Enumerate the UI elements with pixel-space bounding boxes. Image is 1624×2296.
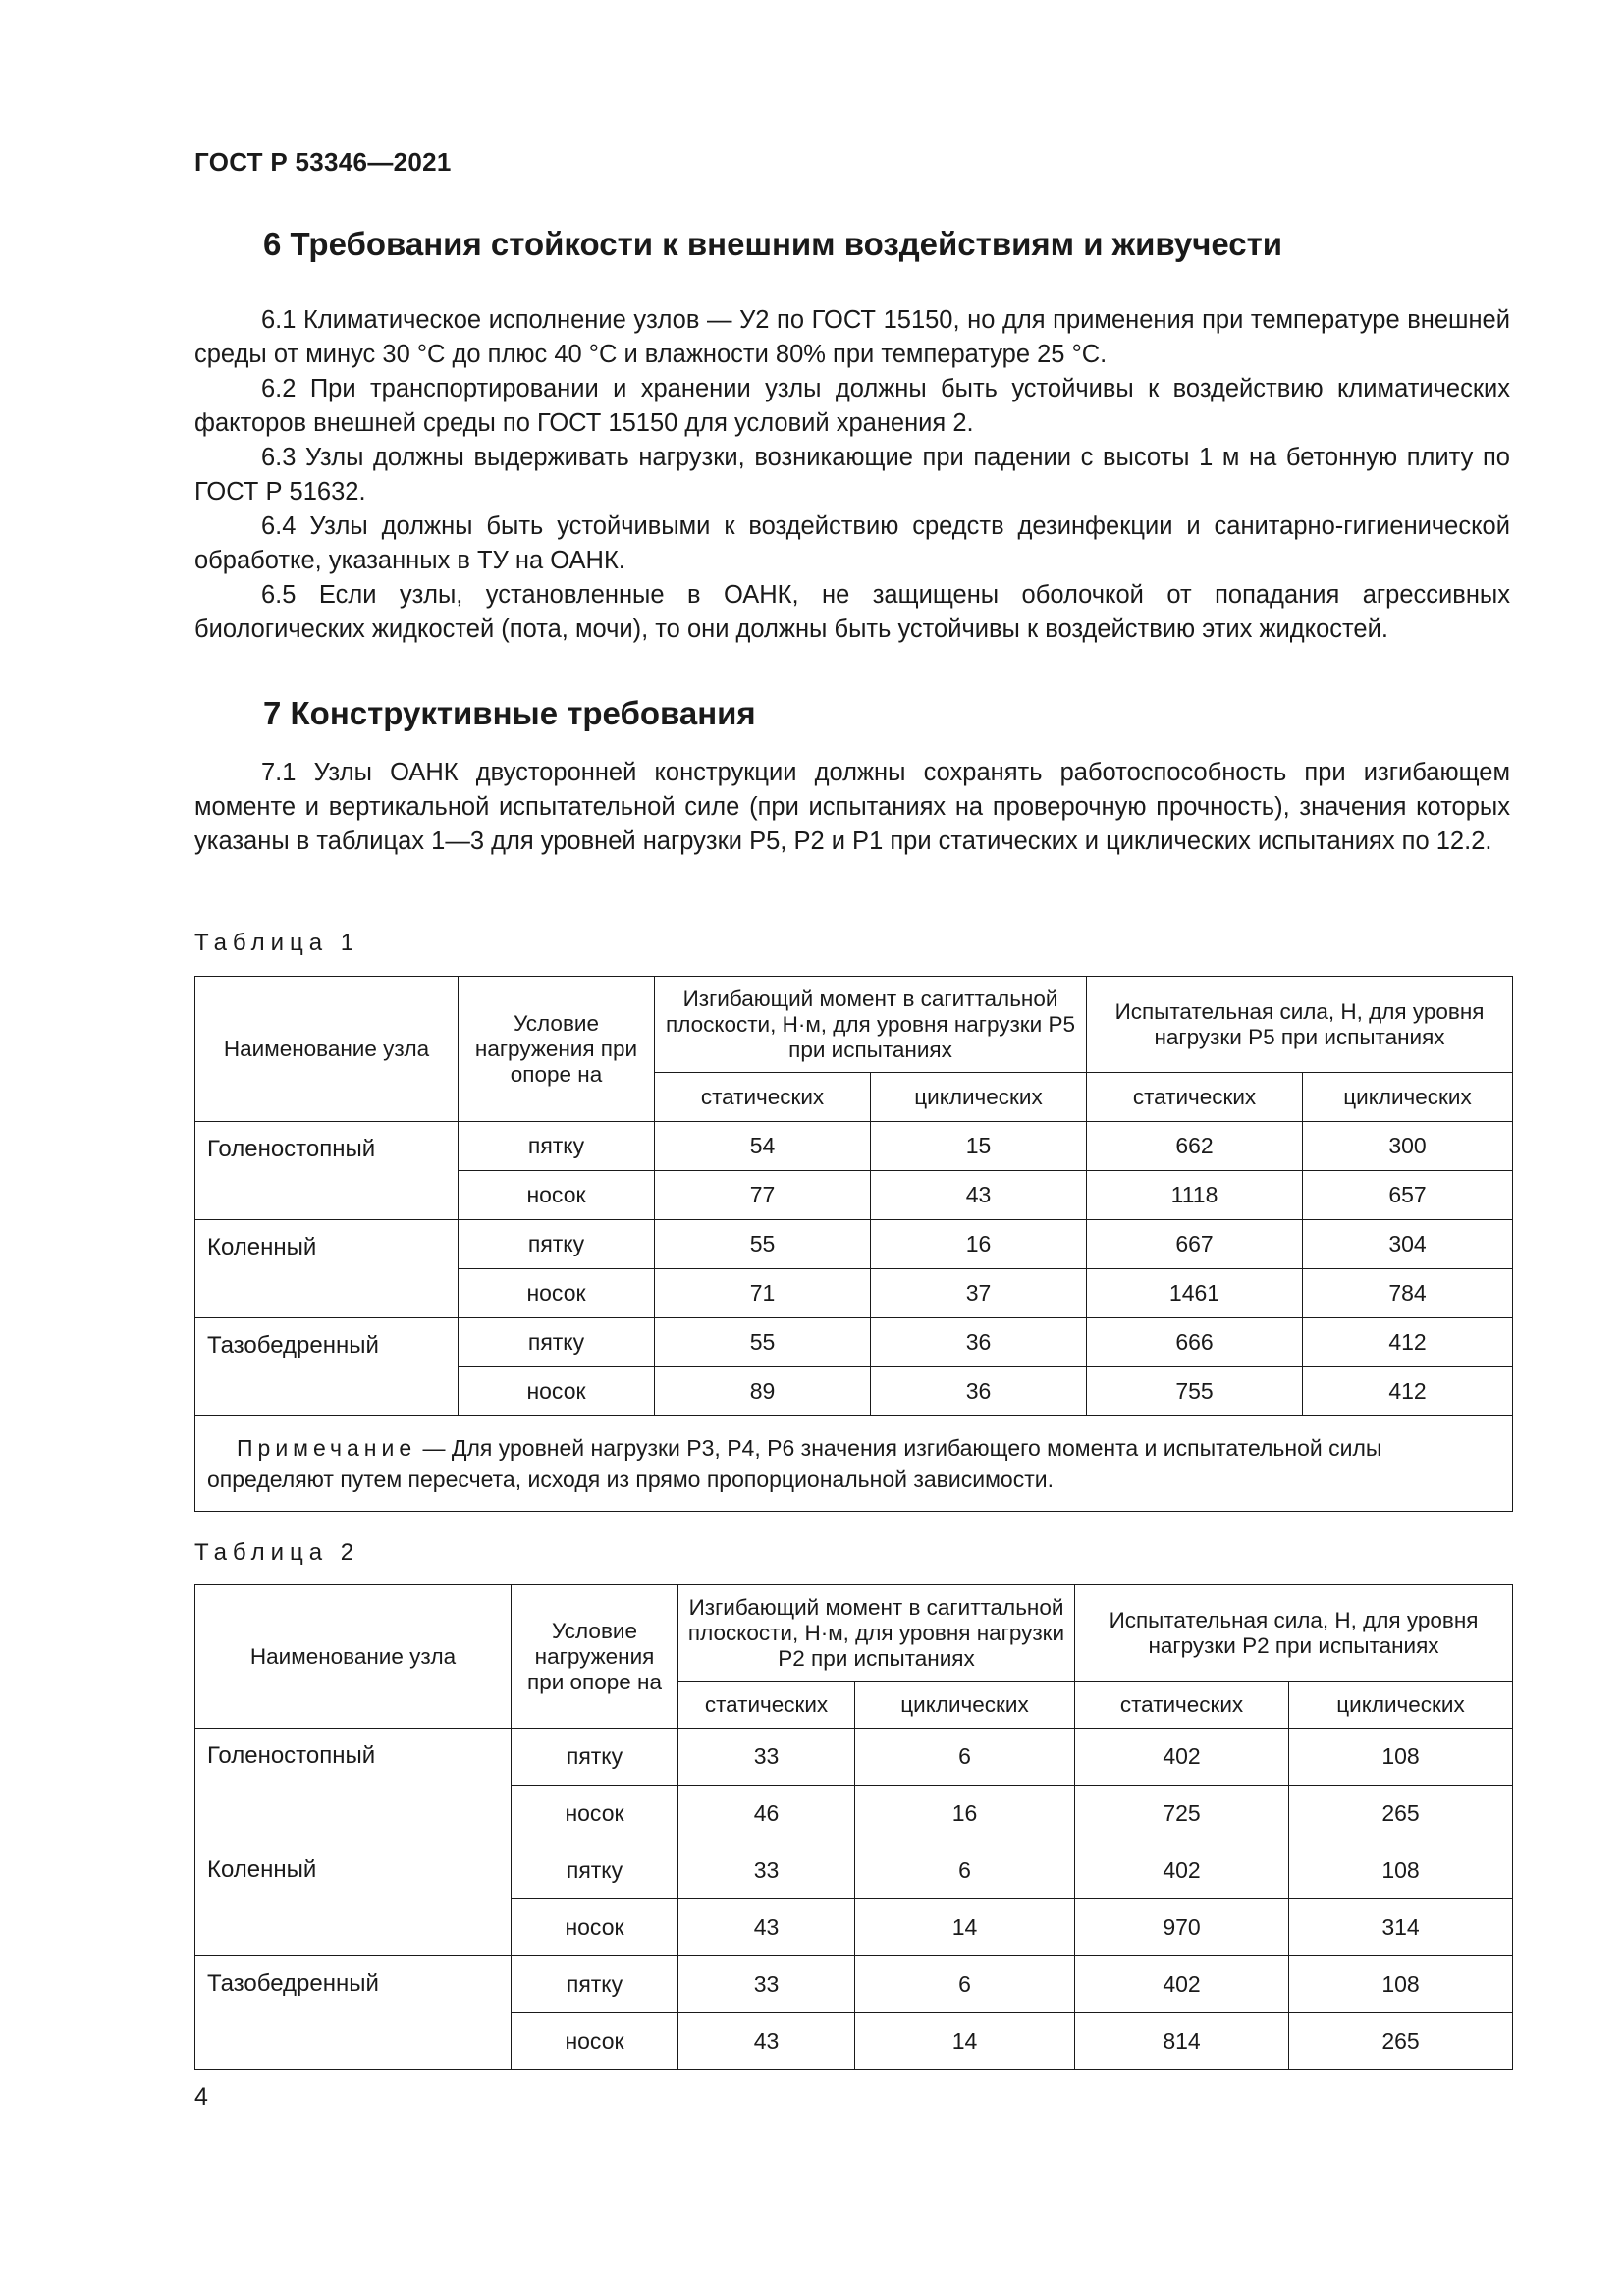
force-cyclic: 265: [1289, 1786, 1513, 1842]
moment-cyclic: 15: [871, 1122, 1087, 1171]
force-cyclic: 784: [1303, 1269, 1513, 1318]
force-cyclic: 657: [1303, 1171, 1513, 1220]
load-condition: пятку: [459, 1318, 655, 1367]
header-moment: Изгибающий момент в сагиттальной плоскости, Н·м, для уровня нагрузки Р5 при испытаниях: [655, 977, 1087, 1073]
header-moment-cyclic: циклических: [855, 1682, 1075, 1729]
load-condition: носок: [512, 1786, 678, 1842]
paragraph-6-4: 6.4 Узлы должны быть устойчивыми к воздействию средств дезинфекции и санитарно-гигиенической обработке, указанных в ТУ на ОАНК.: [194, 512, 1510, 574]
force-static: 402: [1075, 1956, 1289, 2013]
section-6-title: 6 Требования стойкости к внешним воздействиям и живучести: [263, 226, 1283, 262]
force-cyclic: 108: [1289, 1842, 1513, 1899]
header-name: Наименование узла: [195, 1585, 512, 1729]
node-name: Голеностопный: [195, 1729, 512, 1842]
moment-cyclic: 6: [855, 1956, 1075, 2013]
load-condition: пятку: [459, 1122, 655, 1171]
note-text: — Для уровней нагрузки Р3, Р4, Р6 значения изгибающего момента и испытательной силы определяют путем пересчета, исходя из прямо пропорциональной зависимости.: [207, 1435, 1382, 1492]
load-condition: носок: [459, 1171, 655, 1220]
force-cyclic: 108: [1289, 1729, 1513, 1786]
force-static: 666: [1087, 1318, 1303, 1367]
moment-cyclic: 16: [871, 1220, 1087, 1269]
table-1: [194, 976, 1513, 1512]
table-row: [195, 1318, 1513, 1367]
table-2: [194, 1584, 1513, 2070]
header-moment: Изгибающий момент в сагиттальной плоскости, Н·м, для уровня нагрузки Р2 при испытаниях: [678, 1585, 1075, 1682]
force-static: 755: [1087, 1367, 1303, 1416]
header-moment-static: статических: [678, 1682, 855, 1729]
force-cyclic: 265: [1289, 2013, 1513, 2070]
header-moment-static: статических: [655, 1073, 871, 1122]
moment-static: 33: [678, 1842, 855, 1899]
load-condition: носок: [459, 1269, 655, 1318]
moment-cyclic: 43: [871, 1171, 1087, 1220]
table-1-caption: Таблица 1: [194, 930, 360, 956]
header-force-static: статических: [1075, 1682, 1289, 1729]
moment-static: 33: [678, 1956, 855, 2013]
moment-static: 89: [655, 1367, 871, 1416]
moment-static: 33: [678, 1729, 855, 1786]
table-row: [195, 1220, 1513, 1269]
force-cyclic: 412: [1303, 1318, 1513, 1367]
table-row: [195, 1122, 1513, 1171]
moment-cyclic: 36: [871, 1367, 1087, 1416]
moment-cyclic: 6: [855, 1729, 1075, 1786]
load-condition: пятку: [459, 1220, 655, 1269]
header-moment-cyclic: циклических: [871, 1073, 1087, 1122]
moment-static: 77: [655, 1171, 871, 1220]
load-condition: носок: [459, 1367, 655, 1416]
moment-cyclic: 37: [871, 1269, 1087, 1318]
moment-cyclic: 36: [871, 1318, 1087, 1367]
header-force-cyclic: циклических: [1303, 1073, 1513, 1122]
moment-cyclic: 14: [855, 2013, 1075, 2070]
header-force: Испытательная сила, Н, для уровня нагрузки Р2 при испытаниях: [1075, 1585, 1513, 1682]
moment-static: 55: [655, 1220, 871, 1269]
header-name: Наименование узла: [195, 977, 459, 1122]
moment-static: 46: [678, 1786, 855, 1842]
load-condition: пятку: [512, 1842, 678, 1899]
force-static: 1461: [1087, 1269, 1303, 1318]
force-static: 667: [1087, 1220, 1303, 1269]
paragraph-6-5: 6.5 Если узлы, установленные в ОАНК, не защищены оболочкой от попадания агрессивных биологических жидкостей (пота, мочи), то они должны быть устойчивы к воздействию этих жидкостей.: [194, 581, 1510, 643]
section-7-title: 7 Конструктивные требования: [263, 695, 756, 731]
paragraph-6-3: 6.3 Узлы должны выдерживать нагрузки, возникающие при падении с высоты 1 м на бетонную плиту по ГОСТ Р 51632.: [194, 444, 1510, 506]
node-name: Коленный: [195, 1842, 512, 1956]
force-static: 814: [1075, 2013, 1289, 2070]
header-condition: Условие нагружения при опоре на: [459, 977, 655, 1122]
moment-static: 71: [655, 1269, 871, 1318]
load-condition: пятку: [512, 1956, 678, 2013]
paragraph-7-1: 7.1 Узлы ОАНК двусторонней конструкции должны сохранять работоспособность при изгибающем моменте и вертикальной испытательной силе (при испытаниях на проверочную прочность), значения которых указаны в таблицах 1—3 для уровней нагрузки Р5, Р2 и Р1 при статических и циклических испытаниях по 12.2.: [194, 759, 1510, 855]
table-row: [195, 1729, 1513, 1786]
moment-cyclic: 14: [855, 1899, 1075, 1956]
force-static: 725: [1075, 1786, 1289, 1842]
node-name: Тазобедренный: [195, 1318, 459, 1416]
force-static: 970: [1075, 1899, 1289, 1956]
header-force-static: статических: [1087, 1073, 1303, 1122]
moment-cyclic: 16: [855, 1786, 1075, 1842]
moment-static: 43: [678, 2013, 855, 2070]
note-label: Примечание: [237, 1435, 417, 1461]
table-2-caption: Таблица 2: [194, 1539, 360, 1566]
moment-static: 55: [655, 1318, 871, 1367]
force-cyclic: 412: [1303, 1367, 1513, 1416]
page-number: 4: [194, 2083, 208, 2110]
node-name: Голеностопный: [195, 1122, 459, 1220]
force-cyclic: 304: [1303, 1220, 1513, 1269]
load-condition: носок: [512, 2013, 678, 2070]
load-condition: пятку: [512, 1729, 678, 1786]
load-condition: носок: [512, 1899, 678, 1956]
force-static: 402: [1075, 1729, 1289, 1786]
table-note: [195, 1416, 1513, 1512]
moment-static: 54: [655, 1122, 871, 1171]
node-name: Тазобедренный: [195, 1956, 512, 2070]
document-header: ГОСТ Р 53346—2021: [194, 147, 452, 177]
force-static: 662: [1087, 1122, 1303, 1171]
header-force: Испытательная сила, Н, для уровня нагрузки Р5 при испытаниях: [1087, 977, 1513, 1073]
table-row: [195, 1956, 1513, 2013]
force-cyclic: 108: [1289, 1956, 1513, 2013]
header-condition: Условие нагружения при опоре на: [512, 1585, 678, 1729]
moment-static: 43: [678, 1899, 855, 1956]
force-cyclic: 300: [1303, 1122, 1513, 1171]
table-note-row: [195, 1416, 1513, 1512]
header-force-cyclic: циклических: [1289, 1682, 1513, 1729]
force-static: 1118: [1087, 1171, 1303, 1220]
force-cyclic: 314: [1289, 1899, 1513, 1956]
paragraph-6-1: 6.1 Климатическое исполнение узлов — У2 по ГОСТ 15150, но для применения при температуре внешней среды от минус 30 °C до плюс 40 °C и влажности 80% при температуре 25 °C.: [194, 306, 1510, 368]
node-name: Коленный: [195, 1220, 459, 1318]
table-row: [195, 1842, 1513, 1899]
force-static: 402: [1075, 1842, 1289, 1899]
moment-cyclic: 6: [855, 1842, 1075, 1899]
paragraph-6-2: 6.2 При транспортировании и хранении узлы должны быть устойчивы к воздействию климатических факторов внешней среды по ГОСТ 15150 для условий хранения 2.: [194, 375, 1510, 437]
